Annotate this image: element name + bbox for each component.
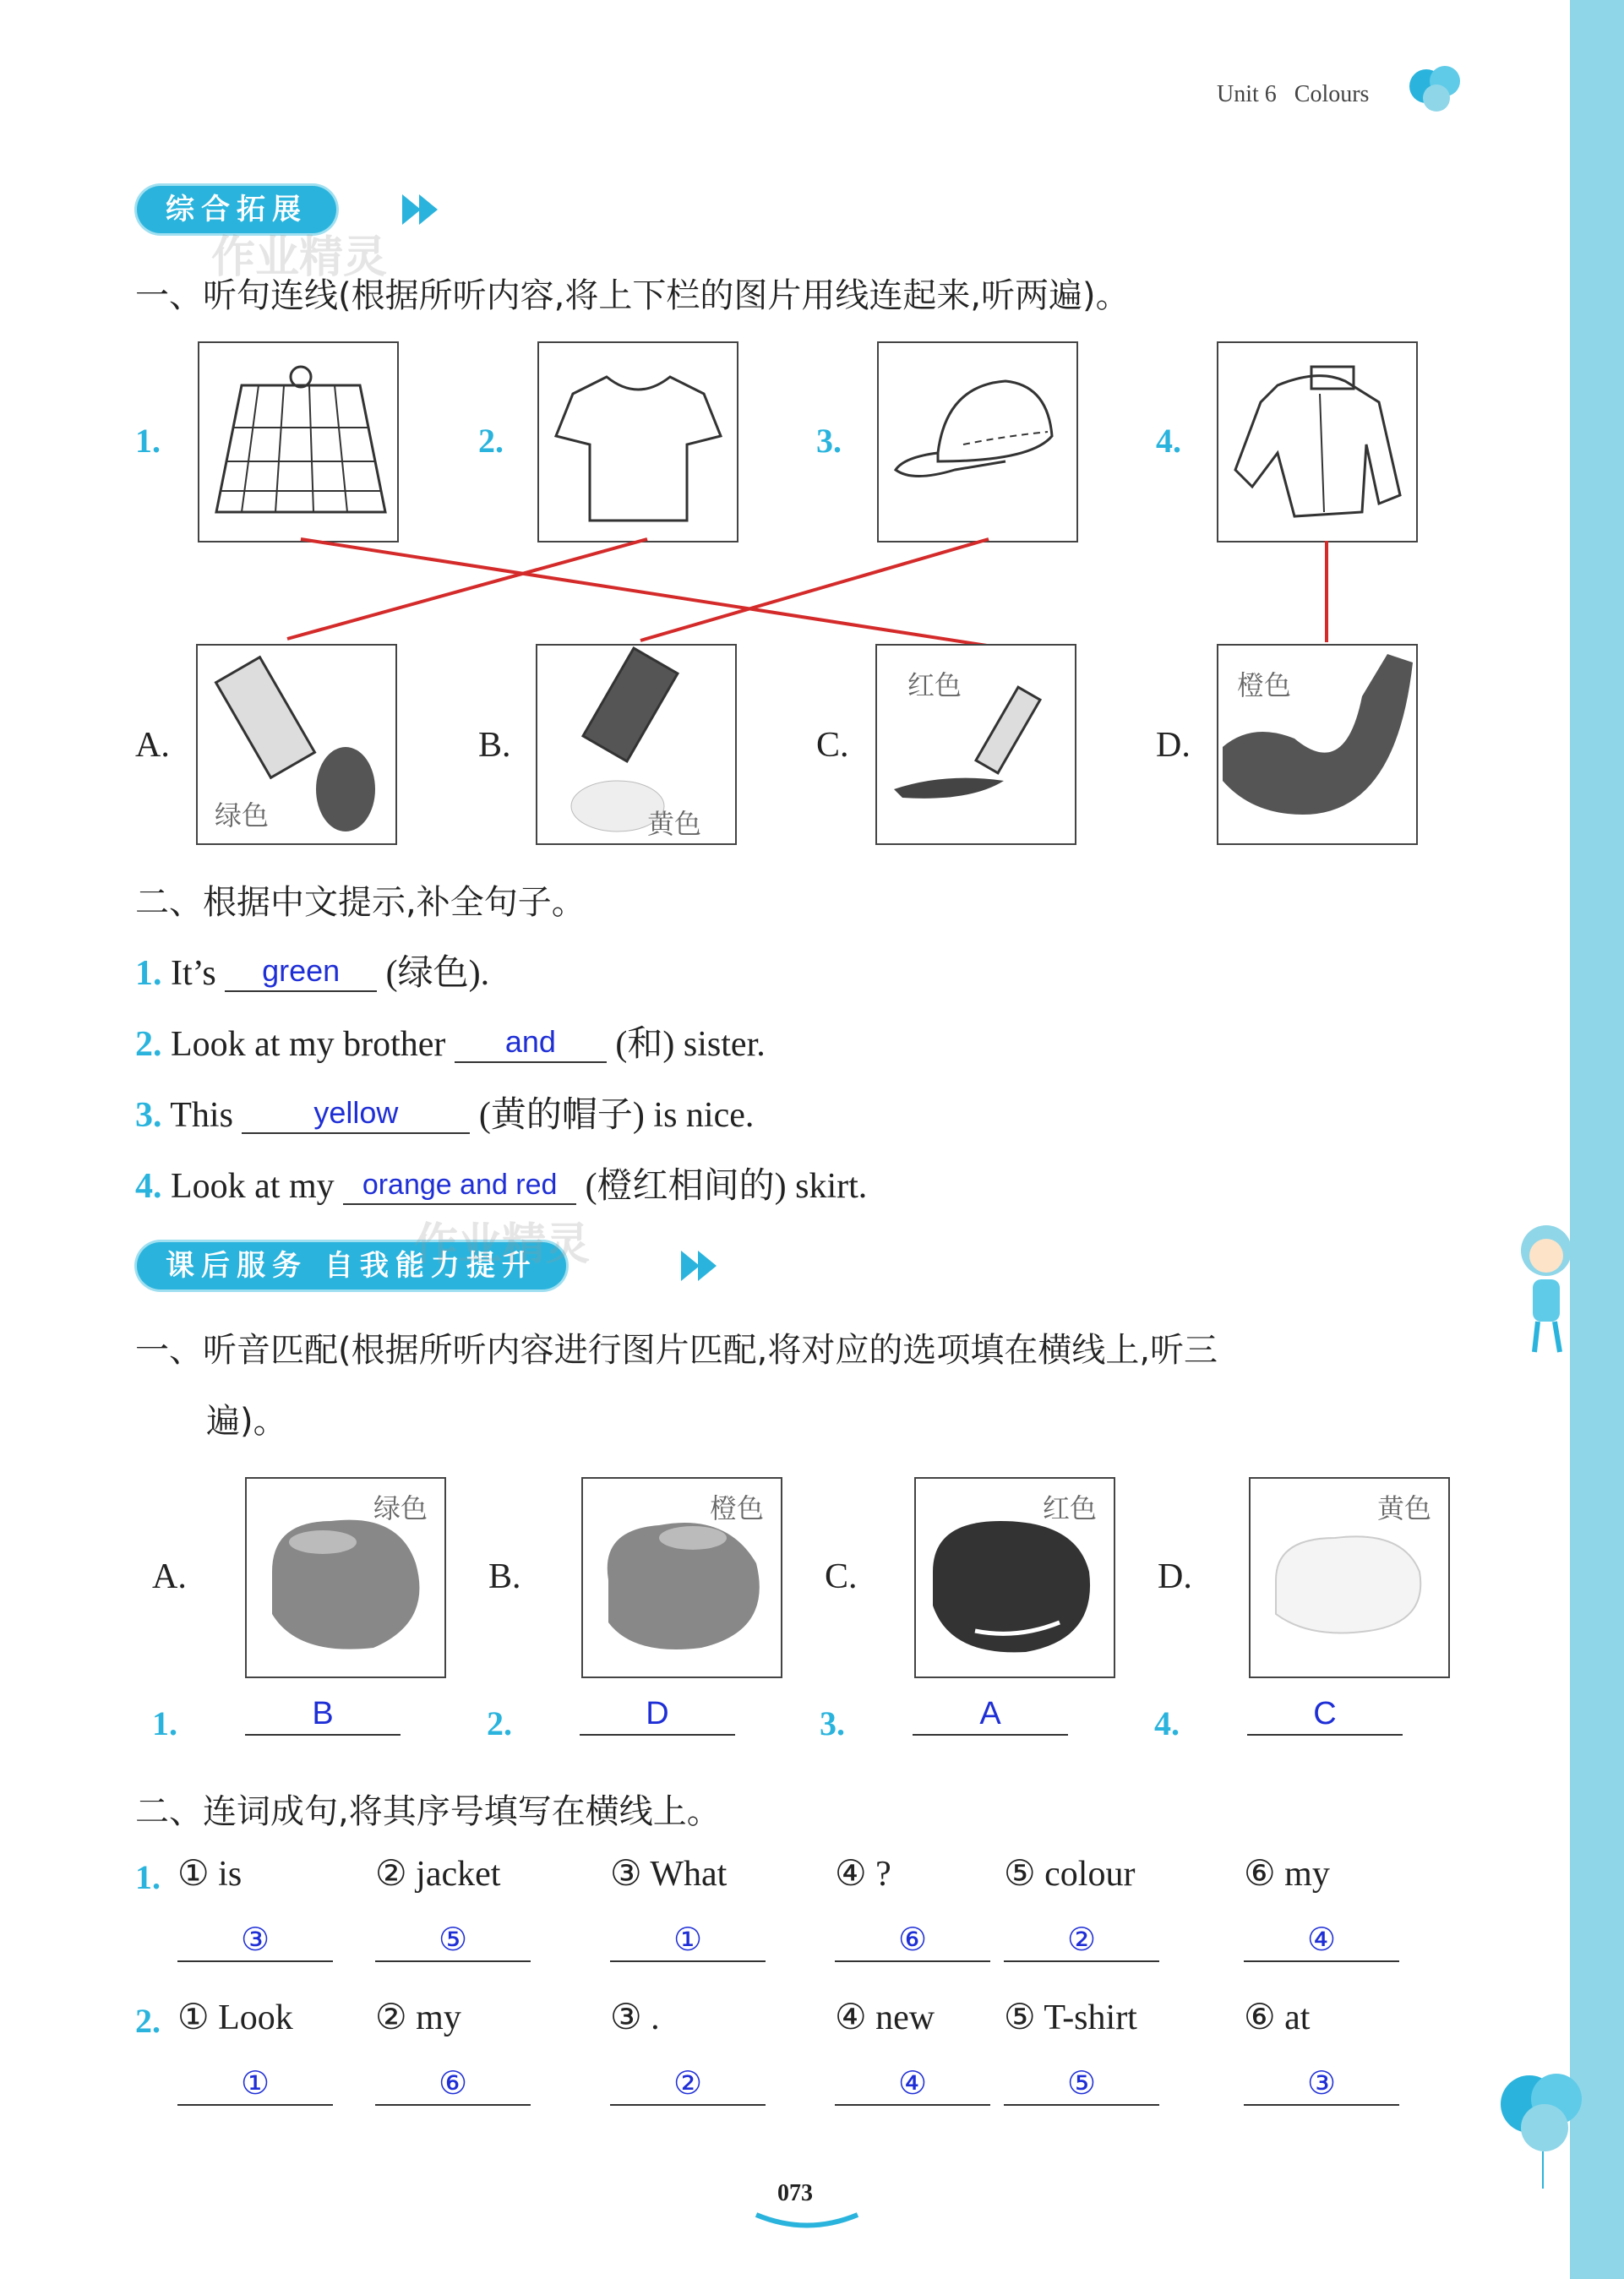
paint-blob-box-b [581, 1477, 782, 1678]
banner-arrow-icon [698, 1251, 717, 1281]
picture-box-paint-b [536, 644, 737, 845]
fill-sentence-2 [135, 1016, 766, 1066]
answer-blank[interactable]: ① [177, 2064, 333, 2106]
page-number: 073 [777, 2180, 813, 2206]
answer-blank[interactable]: ⑥ [375, 2064, 531, 2106]
sentence-text: It’s [171, 954, 216, 993]
item-number: 4. [1156, 422, 1181, 460]
item-number: 1. [135, 954, 162, 993]
item-number: 2. [135, 1025, 162, 1064]
balloon-icon [1496, 2062, 1589, 2197]
word-option: ① is [177, 1855, 243, 1894]
option-letter: B. [488, 1557, 521, 1596]
option-letter: C. [816, 726, 849, 765]
item-number: 4. [135, 1167, 162, 1206]
sentence-text: Look at my brother [171, 1025, 446, 1064]
question-title: 一、听句连线(根据所听内容,将上下栏的图片用线连起来,听两遍)。 [135, 276, 1130, 315]
word-option: ④ new [835, 1998, 935, 2037]
option-letter: D. [1156, 726, 1191, 765]
word-option: ⑥ my [1244, 1855, 1330, 1894]
watermark: 作业精灵 [414, 1219, 591, 1270]
option-letter: D. [1158, 1557, 1192, 1596]
answer-blank[interactable]: ② [1004, 1920, 1159, 1962]
item-number: 1. [152, 1704, 177, 1742]
item-number: 2. [135, 2002, 161, 2040]
question-title: 二、连词成句,将其序号填写在横线上。 [135, 1792, 721, 1831]
option-letter: A. [135, 726, 170, 765]
word-option: ④ ? [835, 1855, 891, 1894]
unit-label: Unit 6 [1217, 81, 1277, 107]
paint-tube-icon [537, 646, 735, 843]
paint-blob-box-d [1249, 1477, 1450, 1678]
watermark: 作业精灵 [211, 232, 388, 283]
question-title: 二、根据中文提示,补全句子。 [135, 883, 586, 922]
sentence-text: This [170, 1096, 233, 1135]
item-number: 2. [487, 1704, 512, 1742]
picture-box-paint-d [1217, 644, 1418, 845]
page-decoration-icon [752, 2211, 862, 2236]
word-option: ③ What [610, 1855, 728, 1894]
question-title-cont: 遍)。 [206, 1402, 287, 1441]
question-title: 一、听音匹配(根据所听内容进行图片匹配,将对应的选项填在横线上,听三 [135, 1331, 1218, 1370]
answer-blank[interactable]: ③ [177, 1920, 333, 1962]
picture-box-paint-a [196, 644, 397, 845]
option-letter: C. [825, 1557, 858, 1596]
fill-sentence-3 [135, 1087, 754, 1137]
answer-blank[interactable]: ⑤ [1004, 2064, 1159, 2106]
item-number: 3. [135, 1096, 162, 1135]
answer-blank[interactable] [343, 1163, 576, 1205]
color-label: 红色 [1043, 1492, 1098, 1524]
sentence-text: (和) sister. [615, 1025, 766, 1064]
girl-mascot-icon [1512, 1217, 1580, 1369]
match-line-1-C [301, 539, 987, 646]
answer-blank[interactable] [242, 1092, 470, 1134]
sentence-text: (黄的帽子) is nice. [478, 1096, 755, 1135]
answer-text: green [262, 953, 341, 988]
color-label: 橙色 [710, 1492, 765, 1524]
paint-blob-box-a [245, 1477, 446, 1678]
answer-text: orange and red [362, 1169, 558, 1201]
color-label: 绿色 [215, 799, 270, 831]
match-line-2-A [287, 539, 647, 639]
answer-blank[interactable]: C [1247, 1693, 1403, 1736]
answer-blank[interactable]: ① [610, 1920, 766, 1962]
word-option: ② jacket [375, 1855, 501, 1894]
color-label: 红色 [907, 669, 962, 701]
color-label: 橙色 [1237, 669, 1292, 701]
word-option: ① Look [177, 1998, 293, 2037]
answer-blank[interactable]: A [913, 1693, 1068, 1736]
paint-blob-box-c [914, 1477, 1115, 1678]
answer-blank[interactable] [225, 950, 377, 992]
match-line-3-B [640, 539, 989, 641]
topic-label: Colours [1294, 81, 1370, 107]
item-number: 3. [816, 422, 842, 460]
color-label: 绿色 [373, 1492, 428, 1524]
answer-text: yellow [313, 1095, 399, 1130]
sentence-text: Look at my [171, 1167, 335, 1206]
word-option: ⑥ at [1244, 1998, 1311, 2037]
answer-blank[interactable] [455, 1021, 607, 1063]
banner-text: 综合拓展 [166, 193, 308, 226]
item-number: 3. [820, 1704, 845, 1742]
answer-text: and [504, 1024, 556, 1059]
fill-sentence-4 [135, 1158, 867, 1208]
banner-arrow-icon [681, 1251, 700, 1281]
color-label: 黄色 [1377, 1492, 1432, 1524]
item-number: 1. [135, 1858, 161, 1896]
picture-box-paint-c [875, 644, 1076, 845]
sentence-text: (绿色). [385, 954, 490, 993]
color-label: 黄色 [647, 808, 702, 840]
sentence-text: (橙红相间的) skirt. [585, 1167, 868, 1206]
word-option: ⑤ T-shirt [1004, 1998, 1137, 2037]
fill-sentence-1 [135, 945, 489, 995]
answer-blank[interactable]: ⑤ [375, 1920, 531, 1962]
option-letter: A. [152, 1557, 187, 1596]
option-letter: B. [478, 726, 511, 765]
answer-blank[interactable]: ② [610, 2064, 766, 2106]
answer-blank[interactable]: ④ [835, 2064, 990, 2106]
answer-blank[interactable]: ④ [1244, 1920, 1399, 1962]
word-option: ② my [375, 1998, 461, 2037]
item-number: 2. [478, 422, 504, 460]
answer-blank[interactable]: D [580, 1693, 735, 1736]
banner-text: 课后服务 自我能力提升 [166, 1249, 537, 1283]
answer-blank[interactable]: ⑥ [835, 1920, 990, 1962]
answer-blank[interactable]: B [245, 1693, 401, 1736]
item-number: 1. [135, 422, 161, 460]
word-option: ③ . [610, 1998, 660, 2037]
answer-blank[interactable]: ③ [1244, 2064, 1399, 2106]
word-option: ⑤ colour [1004, 1855, 1136, 1894]
item-number: 4. [1154, 1704, 1180, 1742]
